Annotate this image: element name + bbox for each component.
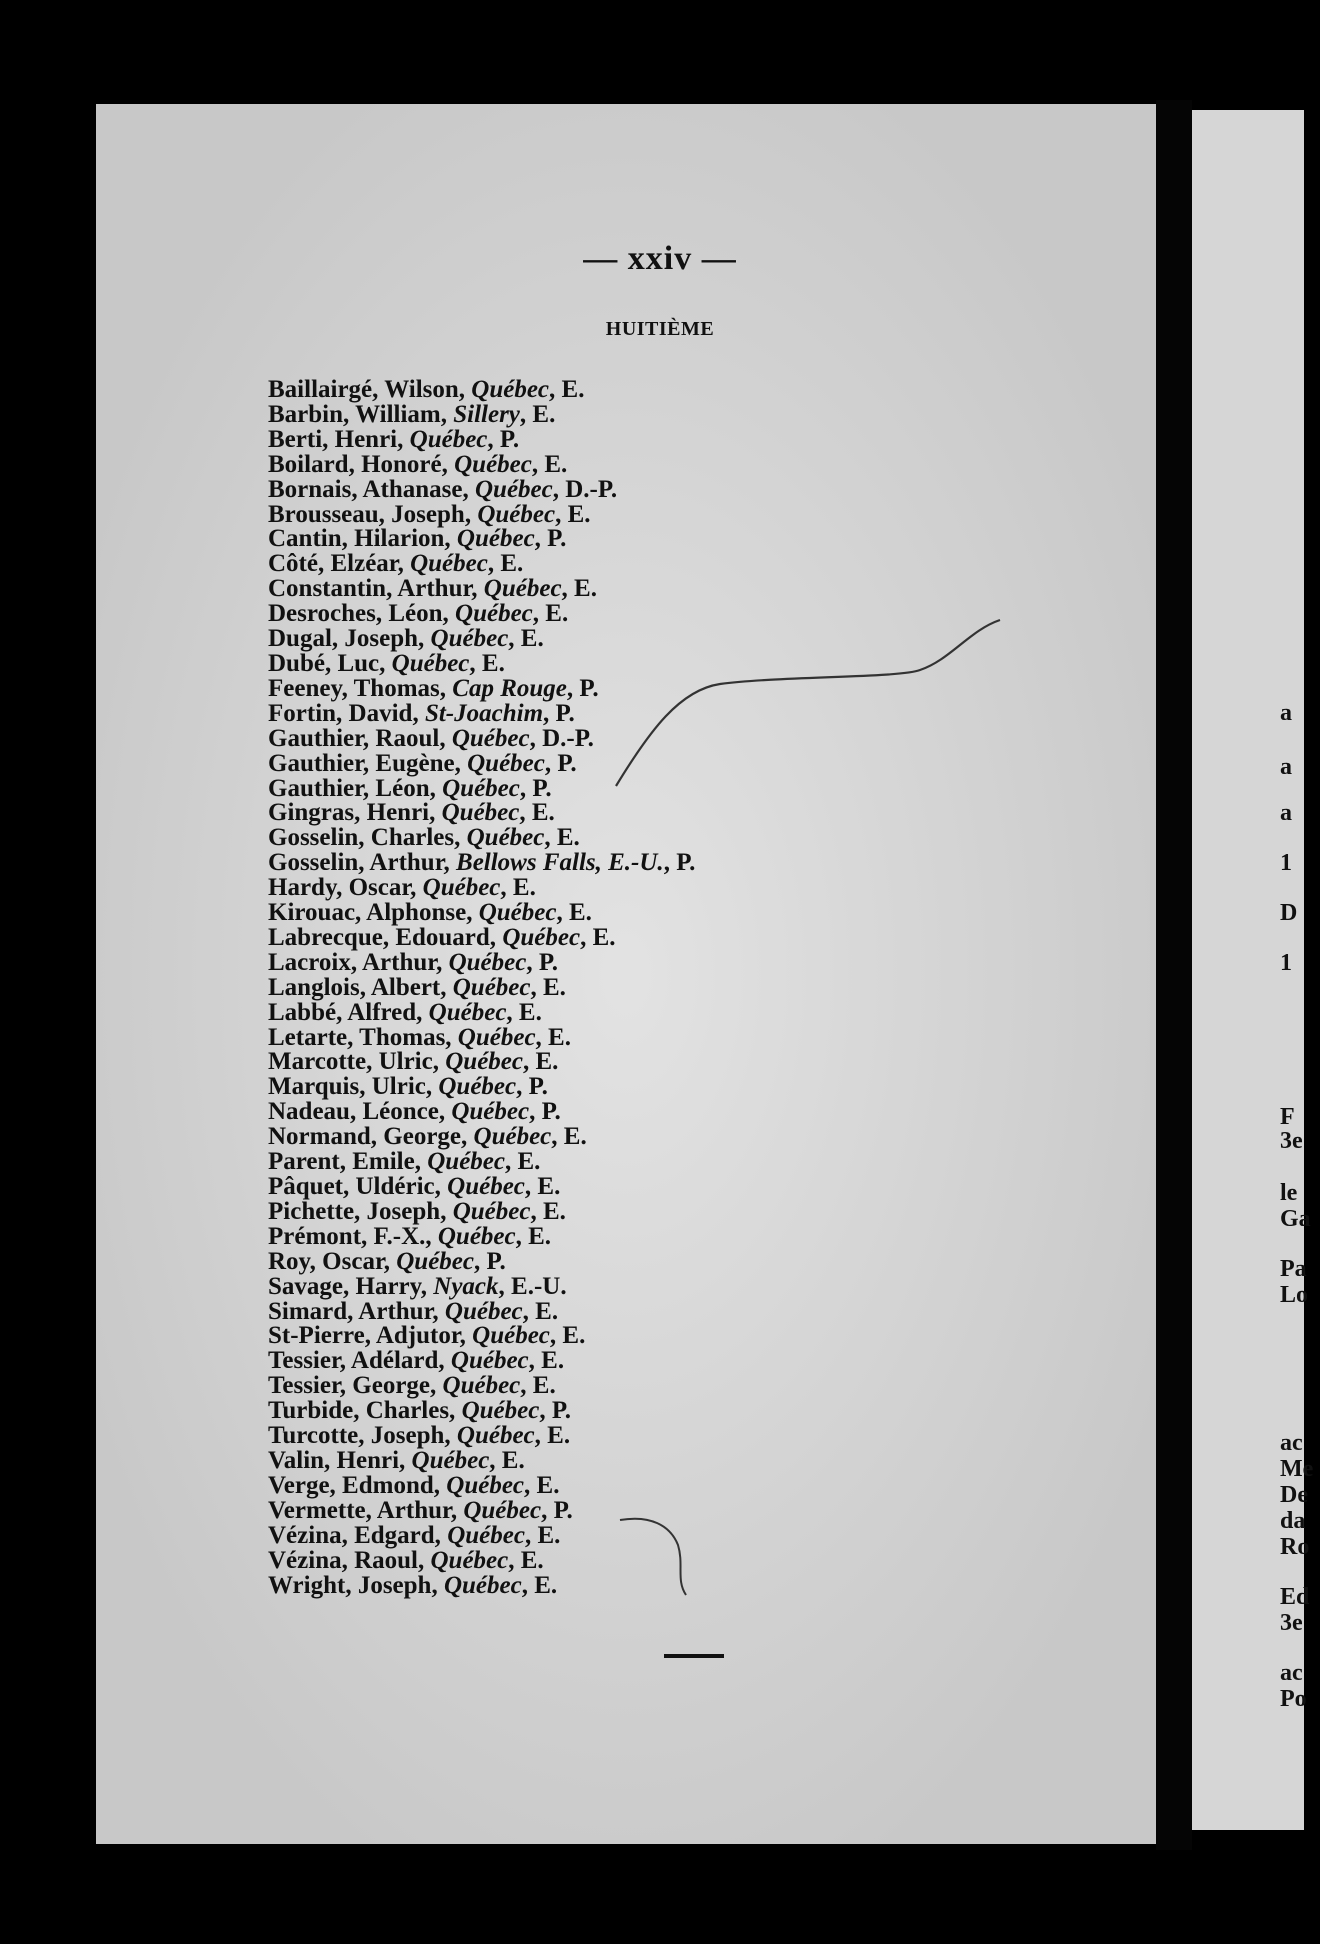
- right-page-fragment: D: [1280, 900, 1298, 926]
- book-gutter: [1156, 100, 1192, 1850]
- entry-city: Québec: [452, 973, 531, 1001]
- entry-city: Québec: [442, 1372, 521, 1400]
- entry-status: , E.: [551, 1123, 587, 1151]
- list-item: [268, 876, 695, 901]
- entry-name: Cantin, Hilarion,: [268, 525, 457, 553]
- list-item: [268, 1424, 695, 1449]
- entry-name: Pichette, Joseph,: [268, 1197, 453, 1225]
- entry-name: Gingras, Henri,: [268, 799, 442, 827]
- entry-city: Québec: [477, 500, 556, 528]
- entry-name: Lacroix, Arthur,: [268, 948, 449, 976]
- entry-status: , P.: [566, 674, 599, 702]
- name-list: [268, 378, 695, 1598]
- entry-status: , E.: [519, 400, 556, 428]
- entry-name: Verge, Edmond,: [268, 1471, 447, 1499]
- list-item: [268, 1349, 695, 1374]
- entry-city: Québec: [444, 1297, 523, 1325]
- entry-name: Savage, Harry,: [268, 1272, 434, 1300]
- entry-city: Québec: [445, 1048, 523, 1076]
- entry-name: Gosselin, Arthur,: [268, 849, 457, 877]
- list-item: [268, 450, 695, 478]
- right-page-fragment: 1: [1280, 850, 1292, 876]
- entry-status: , E.: [522, 1297, 559, 1325]
- entry-status: , E.: [544, 824, 580, 852]
- entry-status: , P.: [487, 425, 520, 453]
- entry-city: Sillery: [453, 400, 520, 428]
- list-item: [268, 649, 695, 677]
- entry-status: , E.: [580, 923, 616, 951]
- list-item: [268, 1399, 695, 1424]
- entry-name: Vézina, Raoul,: [268, 1546, 431, 1574]
- entry-name: Fortin, David,: [268, 699, 425, 727]
- right-page-fragment: 1: [1280, 950, 1292, 976]
- list-item: [268, 475, 695, 503]
- list-item: [268, 1272, 695, 1300]
- entry-city: Québec: [466, 824, 545, 852]
- entry-city: Québec: [456, 525, 535, 553]
- list-item: [268, 1521, 695, 1549]
- entry-city: Québec: [430, 625, 509, 653]
- entry-status: , E.: [489, 1446, 525, 1474]
- right-page-fragment: Ga: [1280, 1206, 1311, 1232]
- entry-name: Kirouac, Alphonse,: [268, 899, 479, 927]
- entry-city: Québec: [483, 575, 562, 603]
- entry-status: , E.: [549, 376, 585, 403]
- entry-status: , P.: [474, 1247, 506, 1275]
- entry-city: Québec: [438, 1073, 517, 1101]
- list-item: [268, 724, 695, 752]
- entry-status: , E.: [469, 649, 505, 677]
- entry-name: Constantin, Arthur,: [268, 575, 484, 603]
- entry-status: , D.-P.: [529, 724, 594, 752]
- entry-status: , P.: [516, 1073, 548, 1101]
- entry-status: , P.: [526, 948, 559, 976]
- right-page-fragment: Lo: [1280, 1282, 1309, 1308]
- entry-status: , P.: [663, 849, 696, 877]
- entry-city: Québec: [430, 1546, 509, 1574]
- entry-status: , P.: [539, 1397, 572, 1425]
- entry-city: Québec: [448, 948, 527, 976]
- entry-city: Québec: [447, 1521, 525, 1549]
- list-item: [268, 801, 695, 826]
- entry-status: , E.: [556, 899, 592, 927]
- entry-city: Québec: [451, 1098, 530, 1126]
- entry-city: Québec: [474, 475, 553, 503]
- entry-name: Prémont, F.-X.,: [268, 1222, 438, 1250]
- entry-name: Labbé, Alfred,: [268, 998, 429, 1026]
- entry-name: Pâquet, Uldéric,: [268, 1173, 448, 1200]
- list-item: [268, 998, 695, 1026]
- entry-name: Gosselin, Charles,: [268, 824, 467, 852]
- entry-city: Bellows Falls, E.-U.: [456, 849, 664, 877]
- entry-status: , E.: [515, 1222, 552, 1250]
- entry-name: Gauthier, Raoul,: [268, 724, 452, 752]
- list-item: [268, 901, 695, 926]
- entry-city: St-Joachim: [424, 699, 544, 727]
- entry-name: Tessier, George,: [268, 1372, 443, 1400]
- list-item: [268, 1222, 695, 1250]
- entry-name: Nadeau, Léonce,: [268, 1098, 452, 1126]
- right-page-fragment: Ed: [1280, 1584, 1310, 1610]
- entry-name: Normand, George,: [268, 1123, 474, 1151]
- entry-city: Québec: [456, 1422, 535, 1450]
- entry-status: , E.: [519, 799, 555, 827]
- page-number: — xxiv —: [583, 240, 737, 277]
- entry-city: Québec: [471, 376, 550, 403]
- list-item: [268, 948, 695, 976]
- entry-city: Québec: [463, 1496, 542, 1524]
- list-item: [268, 425, 695, 453]
- entry-name: Gauthier, Léon,: [268, 774, 443, 802]
- list-item: [268, 1546, 695, 1574]
- entry-status: , P.: [544, 749, 577, 777]
- entry-city: Québec: [443, 1571, 522, 1599]
- entry-city: Québec: [450, 1347, 529, 1375]
- entry-city: Québec: [467, 749, 545, 777]
- entry-city: Québec: [472, 1322, 550, 1350]
- right-page-fragment: Po: [1280, 1686, 1307, 1712]
- list-item: [268, 1050, 695, 1075]
- list-item: [268, 1374, 695, 1399]
- entry-city: Québec: [442, 774, 520, 802]
- entry-city: Québec: [451, 724, 530, 752]
- right-page-fragment: F: [1280, 1104, 1295, 1130]
- entry-name: Marquis, Ulric,: [268, 1073, 439, 1101]
- entry-city: Québec: [473, 1123, 552, 1151]
- entry-status: , E.: [534, 1422, 571, 1450]
- entry-city: Québec: [422, 874, 501, 902]
- entry-city: Québec: [409, 425, 488, 453]
- entry-city: Québec: [452, 1197, 531, 1225]
- entry-name: Letarte, Thomas,: [268, 1023, 458, 1051]
- entry-name: Brousseau, Joseph,: [268, 500, 478, 528]
- list-item: [268, 500, 695, 528]
- list-item: [268, 1446, 695, 1474]
- right-page-fragment: Ro: [1280, 1534, 1310, 1560]
- entry-name: Baillairgé, Wilson,: [268, 376, 472, 403]
- entry-name: Marcotte, Ulric,: [268, 1048, 446, 1076]
- right-page-fragment: a: [1280, 754, 1292, 780]
- entry-status: , E.: [521, 1571, 558, 1599]
- entry-city: Québec: [410, 550, 488, 578]
- entry-city: Québec: [437, 1222, 516, 1250]
- entry-city: Québec: [427, 1148, 505, 1176]
- entry-status: , E.: [530, 1197, 566, 1225]
- entry-name: Tessier, Adélard,: [268, 1347, 451, 1375]
- entry-city: Québec: [447, 1173, 525, 1200]
- list-item: [268, 1197, 695, 1225]
- list-item: [268, 973, 695, 1001]
- right-page-fragment: le: [1280, 1180, 1298, 1206]
- entry-city: Québec: [454, 450, 532, 478]
- list-item: [268, 378, 695, 403]
- entry-status: , E.: [520, 1372, 556, 1400]
- entry-name: Turcotte, Joseph,: [268, 1422, 457, 1450]
- entry-city: Québec: [441, 799, 520, 827]
- entry-status: , P.: [529, 1098, 561, 1126]
- list-item: [268, 1471, 695, 1499]
- entry-status: , E.: [528, 1347, 565, 1375]
- list-item: [268, 602, 695, 627]
- list-item: [268, 674, 695, 702]
- entry-city: Québec: [461, 1397, 540, 1425]
- list-item: [268, 1023, 695, 1051]
- list-item: [268, 1075, 695, 1100]
- right-page-fragment: De: [1280, 1482, 1308, 1508]
- list-item: [268, 400, 695, 428]
- entry-status: , E.: [522, 1048, 559, 1076]
- entry-name: Gauthier, Eugène,: [268, 749, 468, 777]
- list-item: [268, 1571, 695, 1599]
- list-item: [268, 774, 695, 802]
- right-page-fragment: 3e: [1280, 1128, 1303, 1154]
- entry-city: Québec: [478, 899, 557, 927]
- entry-city: Québec: [411, 1446, 490, 1474]
- list-item: [268, 1150, 695, 1175]
- list-item: [268, 826, 695, 851]
- entry-status: , E.: [524, 1173, 561, 1200]
- entry-name: Roy, Oscar,: [268, 1247, 397, 1275]
- entry-city: Québec: [446, 1471, 525, 1499]
- entry-status: , P.: [534, 525, 567, 553]
- entry-status: , E.: [487, 550, 524, 578]
- list-item: [268, 1125, 695, 1150]
- list-item: [268, 527, 695, 552]
- right-page-fragment: a: [1280, 700, 1292, 726]
- entry-name: Hardy, Oscar,: [268, 874, 423, 902]
- list-item: [268, 1297, 695, 1325]
- entry-status: , E.: [561, 575, 597, 603]
- end-rule: [664, 1654, 724, 1658]
- list-item: [268, 1100, 695, 1125]
- entry-name: Vézina, Edgard,: [268, 1521, 448, 1549]
- entry-name: Simard, Arthur,: [268, 1297, 445, 1325]
- right-page-fragment: 3e: [1280, 1610, 1303, 1636]
- entry-status: , E.: [508, 1546, 544, 1574]
- entry-status: , D.-P.: [552, 475, 618, 503]
- entry-name: Boilard, Honoré,: [268, 450, 455, 478]
- list-item: [268, 923, 695, 951]
- entry-name: Turbide, Charles,: [268, 1397, 462, 1425]
- entry-name: Côté, Elzéar,: [268, 550, 411, 578]
- entry-status: , E.: [530, 973, 566, 1001]
- entry-name: Desroches, Léon,: [268, 600, 456, 628]
- list-item: [268, 851, 695, 876]
- entry-status: , E.: [506, 998, 542, 1026]
- right-page-fragment: ac: [1280, 1660, 1303, 1686]
- entry-name: Langlois, Albert,: [268, 973, 453, 1001]
- entry-name: Wright, Joseph,: [268, 1571, 444, 1599]
- entry-name: Berti, Henri,: [268, 425, 410, 453]
- entry-name: Labrecque, Edouard,: [268, 923, 503, 951]
- right-page-fragment: da: [1280, 1508, 1306, 1534]
- entry-status: , E.: [504, 1148, 541, 1176]
- entry-name: St-Pierre, Adjutor,: [268, 1322, 473, 1350]
- entry-city: Québec: [502, 923, 581, 951]
- list-item: [268, 577, 695, 602]
- right-page-fragment: a: [1280, 800, 1292, 826]
- entry-status: , E.-U.: [498, 1272, 567, 1300]
- entry-city: Québec: [391, 649, 470, 677]
- list-item: [268, 1496, 695, 1524]
- entry-city: Québec: [455, 600, 533, 628]
- list-item: [268, 627, 695, 652]
- entry-status: , E.: [524, 1521, 561, 1549]
- entry-status: , E.: [508, 625, 544, 653]
- right-page-fragment: ac: [1280, 1430, 1303, 1456]
- entry-name: Vermette, Arthur,: [268, 1496, 464, 1524]
- entry-city: Nyack: [433, 1272, 499, 1300]
- list-item: [268, 1175, 695, 1200]
- entry-status: , E.: [555, 500, 591, 528]
- entry-name: Parent, Emile,: [268, 1148, 428, 1176]
- entry-name: Barbin, William,: [268, 400, 454, 428]
- list-item: [268, 1247, 695, 1275]
- entry-status: , E.: [532, 600, 569, 628]
- entry-name: Valin, Henri,: [268, 1446, 412, 1474]
- entry-status: , P.: [541, 1496, 573, 1524]
- entry-status: , E.: [500, 874, 536, 902]
- entry-status: , P.: [519, 774, 552, 802]
- list-item: [268, 552, 695, 577]
- entry-city: Cap Rouge: [452, 674, 567, 702]
- entry-name: Dugal, Joseph,: [268, 625, 431, 653]
- entry-city: Québec: [457, 1023, 536, 1051]
- entry-status: , E.: [535, 1023, 571, 1051]
- entry-status: , E.: [549, 1322, 586, 1350]
- entry-status: , P.: [543, 699, 575, 727]
- entry-city: Québec: [396, 1247, 474, 1275]
- entry-status: , E.: [524, 1471, 560, 1499]
- entry-name: Dubé, Luc,: [268, 649, 392, 677]
- section-title: HUITIÈME: [605, 318, 715, 340]
- list-item: [268, 1324, 695, 1349]
- list-item: [268, 749, 695, 777]
- right-page-fragment: Me: [1280, 1456, 1314, 1482]
- entry-status: , E.: [531, 450, 568, 478]
- list-item: [268, 699, 695, 727]
- right-page-fragment: Pa: [1280, 1256, 1307, 1282]
- entry-city: Québec: [428, 998, 507, 1026]
- entry-name: Bornais, Athanase,: [268, 475, 475, 503]
- entry-name: Feeney, Thomas,: [268, 674, 453, 702]
